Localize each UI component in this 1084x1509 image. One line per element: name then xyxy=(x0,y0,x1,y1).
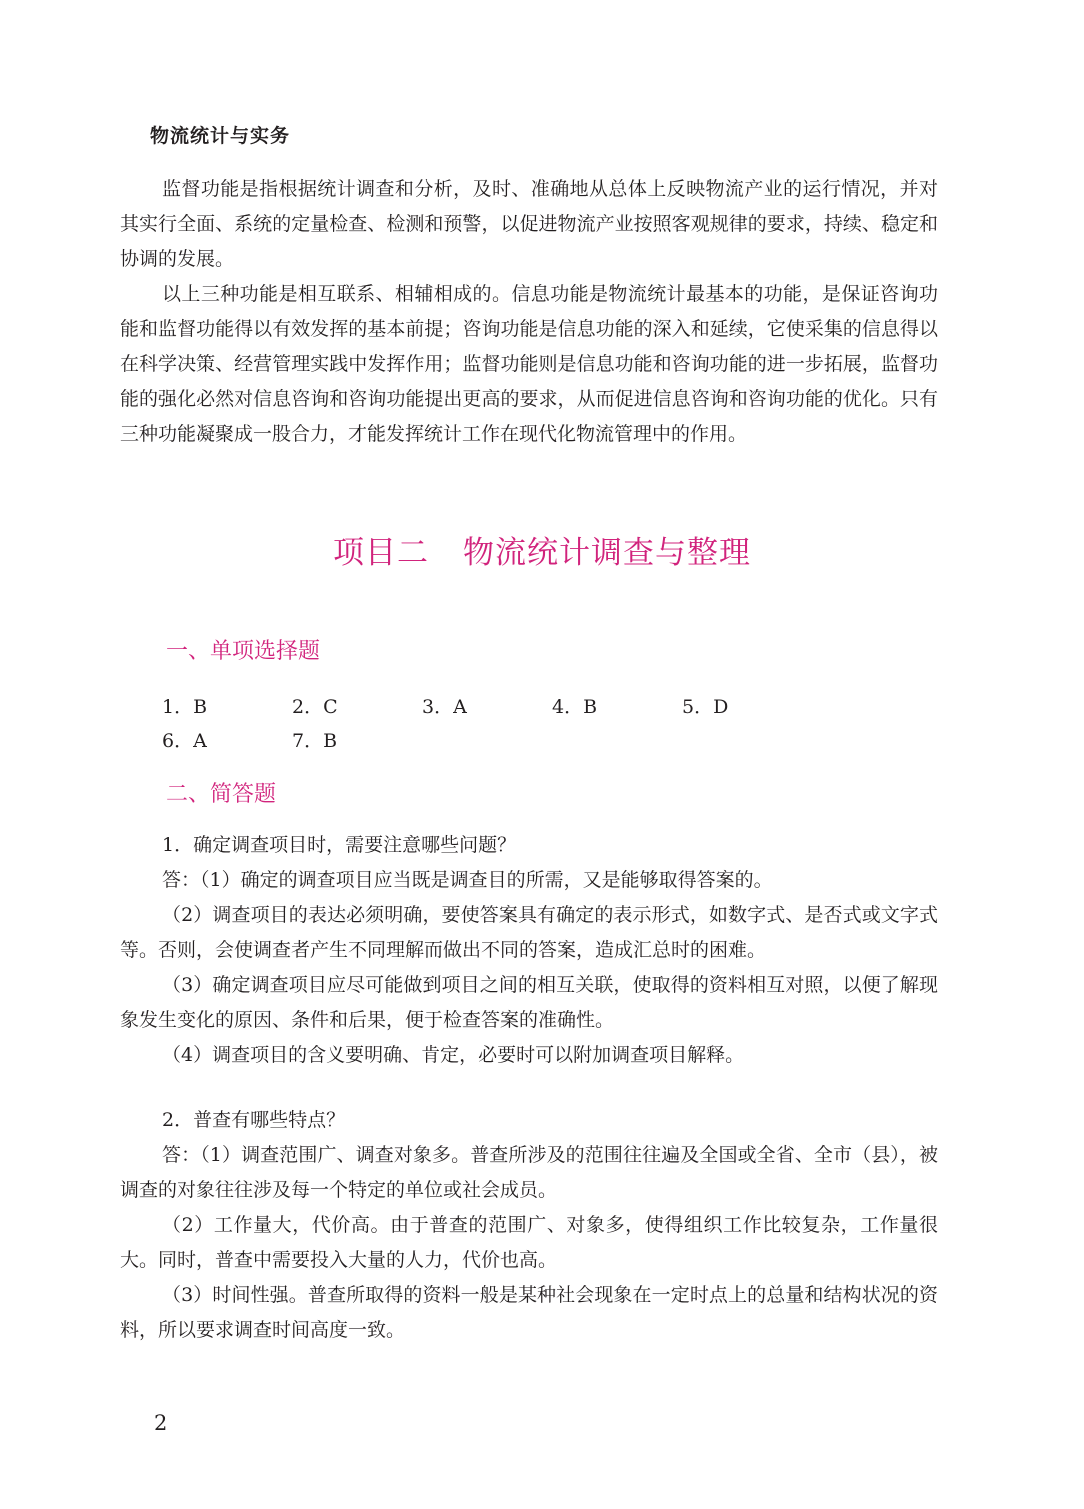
answer-row xyxy=(162,722,862,756)
chapter-title xyxy=(0,527,1084,572)
answer-paragraph: （4）调查项目的含义要明确、肯定，必要时可以附加调查项目解释。 xyxy=(162,1044,745,1066)
answer-paragraph: （2）工作量大，代价高。由于普查的范围广、对象多，使得组织工作比较复杂，工作量很大。同时，普查中需要投入大量的人力，代价也高。 xyxy=(120,1214,938,1271)
question-2 xyxy=(120,1103,938,1348)
answer-paragraph: （3）时间性强。普查所取得的资料一般是某种社会现象在一定时点上的总量和结构状况的资料，所以要求调查时间高度一致。 xyxy=(120,1284,938,1341)
question-1 xyxy=(120,828,938,1073)
section-heading-choice: 一、单项选择题 xyxy=(166,639,321,664)
answer-grid xyxy=(162,688,862,756)
answer-item: 5．D xyxy=(682,695,729,718)
answer-item: 1．B xyxy=(162,695,208,718)
chapter-name: 物流统计调查与整理 xyxy=(463,535,751,571)
answer-paragraph: 答：（1）确定的调查项目应当既是调查目的所需，又是能够取得答案的。 xyxy=(162,869,773,891)
answer-paragraph: 答：（1）调查范围广、调查对象多。普查所涉及的范围往往遍及全国或全省、全市（县），被调查的对象往往涉及每一个特定的单位或社会成员。 xyxy=(120,1144,938,1201)
answer-item: 7．B xyxy=(292,729,338,752)
running-head: 物流统计与实务 xyxy=(150,125,291,147)
section-heading-short-answer: 二、简答题 xyxy=(166,782,277,807)
page-number: 2 xyxy=(154,1411,168,1435)
answer-item: 2．C xyxy=(292,695,338,718)
answer-paragraph: （2）调查项目的表达必须明确，要使答案具有确定的表示形式，如数字式、是否式或文字式等。否则，会使调查者产生不同理解而做出不同的答案，造成汇总时的困难。 xyxy=(120,904,938,961)
question-text: 2．普查有哪些特点？ xyxy=(162,1109,346,1131)
answer-item: 3．A xyxy=(422,695,467,718)
answer-paragraph: （3）确定调查项目应尽可能做到项目之间的相互关联，使取得的资料相互对照，以便了解现象发生变化的原因、条件和后果，便于检查答案的准确性。 xyxy=(120,974,938,1031)
intro-paragraph-1: 监督功能是指根据统计调查和分析，及时、准确地从总体上反映物流产业的运行情况，并对其实行全面、系统的定量检查、检测和预警，以促进物流产业按照客观规律的要求，持续、稳定和协调的发展。 xyxy=(120,178,938,270)
answer-row xyxy=(162,688,862,722)
answer-item: 4．B xyxy=(552,695,598,718)
question-text: 1．确定调查项目时，需要注意哪些问题？ xyxy=(162,834,517,856)
chapter-label: 项目二 xyxy=(333,535,429,571)
intro-paragraph-2: 以上三种功能是相互联系、相辅相成的。信息功能是物流统计最基本的功能，是保证咨询功能和监督功能得以有效发挥的基本前提；咨询功能是信息功能的深入和延续，它使采集的信息得以在科学决策、经营管理实践中发挥作用；监督功能则是信息功能和咨询功能的进一步拓展，监督功能的强化必然对信息咨询和咨询功能提出更高的要求，从而促进信息咨询和咨询功能的优化。只有三种功能凝聚成一股合力，才能发挥统计工作在现代化物流管理中的作用。 xyxy=(120,283,938,445)
answer-item: 6．A xyxy=(162,729,207,752)
intro-text xyxy=(120,172,938,452)
